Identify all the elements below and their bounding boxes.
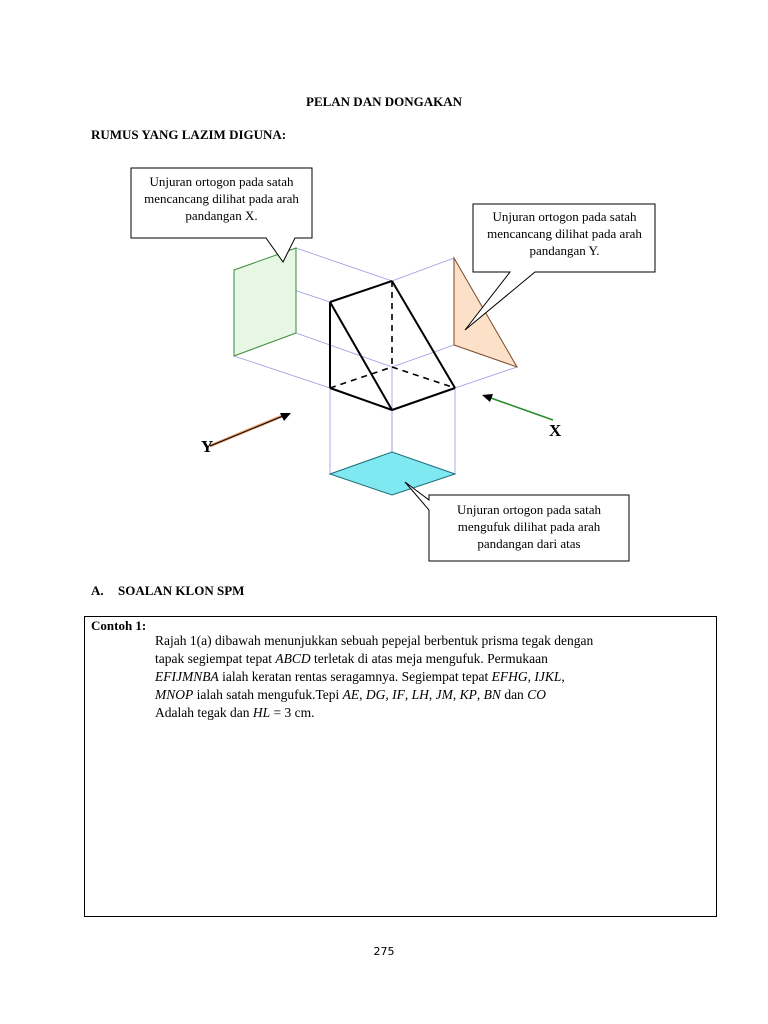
example-text: tapak segiempat tepat xyxy=(155,651,276,666)
plan-projection-shape xyxy=(330,452,455,495)
direction-label-x: X xyxy=(549,421,562,440)
example-line xyxy=(155,632,675,650)
example-line xyxy=(155,650,675,668)
page-title: PELAN DAN DONGAKAN xyxy=(306,94,462,109)
section-a-number: A. xyxy=(91,583,104,598)
example-line xyxy=(155,668,675,686)
callout-side-text: Unjuran ortogon pada satah mencancang dilihat pada arah pandangan Y. xyxy=(487,209,642,258)
formula-heading: RUMUS YANG LAZIM DIGUNA: xyxy=(91,127,287,142)
example-italic-term: IJKL xyxy=(534,669,562,684)
example-italic-term: BN xyxy=(483,687,501,702)
direction-label-y: Y xyxy=(201,437,214,456)
section-a-heading xyxy=(91,583,244,599)
example-text: terletak di atas meja mengufuk. Permukaan xyxy=(310,651,548,666)
example-italic-term: KP xyxy=(459,687,477,702)
example-box xyxy=(84,616,717,917)
example-title: Contoh 1: xyxy=(91,618,147,633)
page-number: 275 xyxy=(373,945,395,958)
example-text: ialah keratan rentas seragamnya. Segiempat tepat xyxy=(218,669,492,684)
example-text: Rajah 1(a) dibawah menunjukkan sebuah pepejal berbentuk prisma tegak dengan xyxy=(155,633,594,648)
example-text: , xyxy=(527,669,535,684)
arrow-x xyxy=(482,394,553,420)
example-text: ialah satah mengufuk.Tepi xyxy=(193,687,343,702)
example-italic-term: DG xyxy=(365,687,386,702)
example-italic-term: EFHG xyxy=(491,669,528,684)
front-projection-shape xyxy=(234,248,296,356)
example-body xyxy=(155,632,675,722)
example-italic-term: MNOP xyxy=(155,687,194,702)
example-text: Adalah tegak dan xyxy=(155,705,253,720)
example-text: = 3 cm. xyxy=(270,705,315,720)
callout-plan-text: Unjuran ortogon pada satah mengufuk dilihat pada arah pandangan dari atas xyxy=(456,502,602,551)
example-text: , xyxy=(359,687,366,702)
section-a-title: SOALAN KLON SPM xyxy=(118,583,245,598)
example-text: , xyxy=(385,687,393,702)
example-line xyxy=(155,704,675,722)
example-text: , xyxy=(476,687,484,702)
example-line xyxy=(155,686,675,704)
example-text: , xyxy=(428,687,436,702)
example-italic-term: AE xyxy=(342,687,360,702)
example-italic-term: HL xyxy=(252,705,271,720)
arrow-y xyxy=(210,413,291,446)
example-italic-term: LH xyxy=(411,687,429,702)
example-italic-term: EFIJMNBA xyxy=(155,669,219,684)
example-italic-term: IF xyxy=(392,687,405,702)
example-text: , xyxy=(561,669,565,684)
example-text: dan xyxy=(500,687,528,702)
example-italic-term: CO xyxy=(527,687,546,702)
example-text: , xyxy=(404,687,412,702)
callout-front-text: Unjuran ortogon pada satah mencancang dilihat pada arah pandangan X. xyxy=(144,174,299,223)
example-text: , xyxy=(452,687,460,702)
example-italic-term: JM xyxy=(435,687,453,702)
example-italic-term: ABCD xyxy=(275,651,311,666)
prism-solid xyxy=(330,281,455,410)
